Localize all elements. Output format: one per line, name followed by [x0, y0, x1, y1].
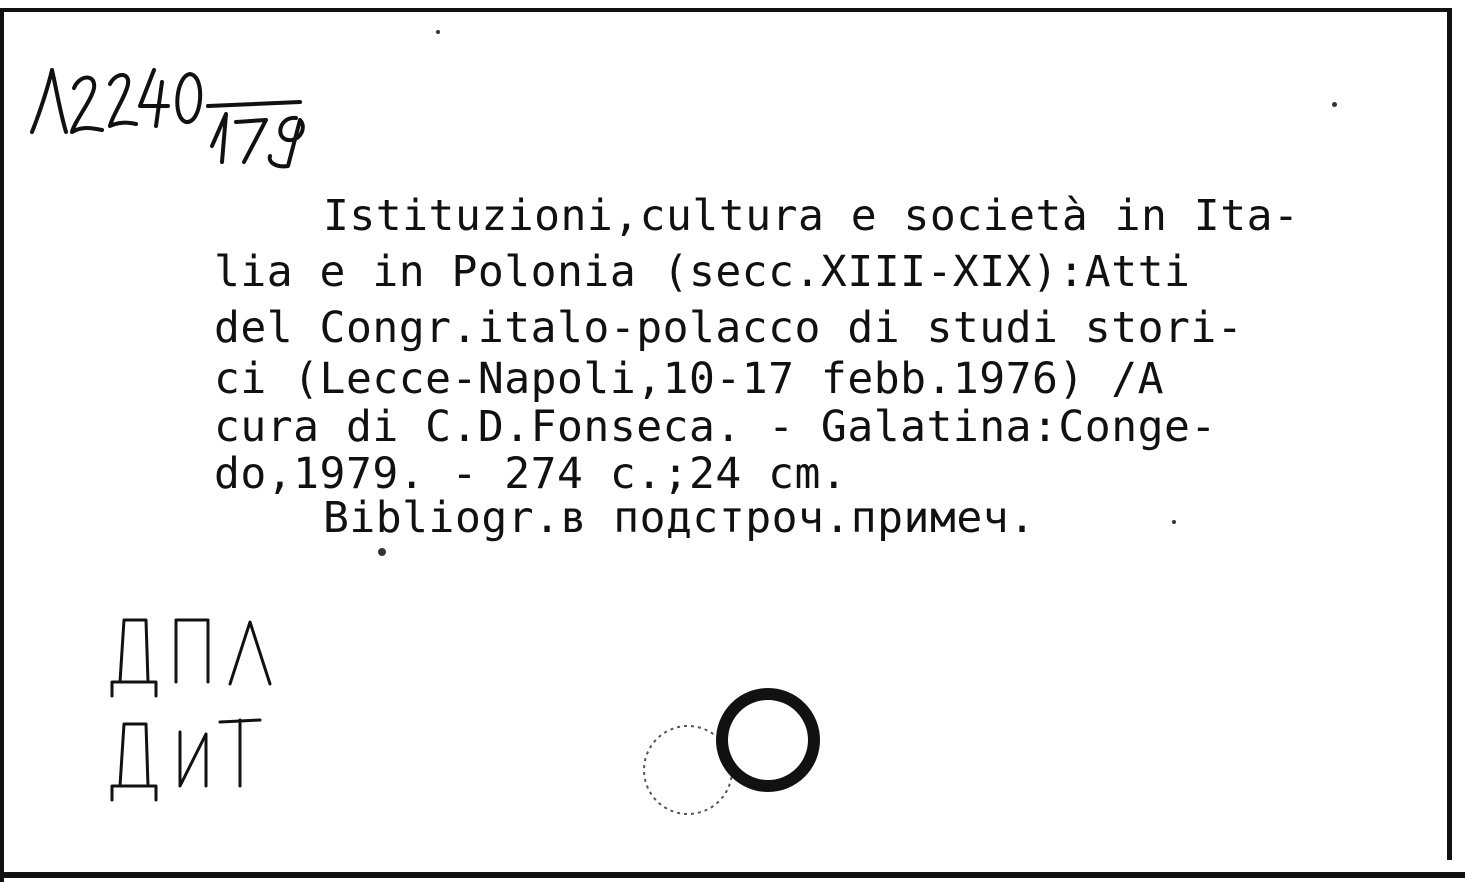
- card-border-bottom: [0, 872, 1465, 878]
- entry-line-7-bibliography-note: Bibliogr.в подстроч.примеч.: [323, 493, 1036, 543]
- ink-speck: [436, 30, 440, 34]
- circle-icon: [640, 670, 840, 830]
- ink-speck: [378, 548, 386, 556]
- entry-line-6: do,1979. - 274 c.;24 cm.: [214, 449, 848, 499]
- entry-line-2: lia e in Polonia (secc.XIII-XIX):Atti: [214, 247, 1191, 297]
- location-stamp: [90, 600, 280, 815]
- ink-speck: [1172, 520, 1176, 524]
- card-border-right: [1447, 8, 1452, 860]
- entry-line-4: ci (Lecce-Napoli,10-17 febb.1976) /A: [214, 354, 1164, 404]
- entry-line-1: Istituzioni,cultura e società in Ita-: [323, 191, 1300, 241]
- card-border-top: [0, 8, 1450, 12]
- entry-line-3: del Congr.italo-polacco di studi stori-: [214, 303, 1244, 353]
- stamp-handwriting-icon: [90, 600, 280, 815]
- card-border-left: [0, 8, 4, 882]
- shelfmark-handwriting-icon: [30, 62, 370, 172]
- entry-line-5: cura di C.D.Fonseca. - Galatina:Conge-: [214, 402, 1217, 452]
- punch-hole-marks: [640, 670, 840, 830]
- handwritten-shelfmark: [30, 62, 370, 172]
- ink-speck: [1332, 102, 1337, 107]
